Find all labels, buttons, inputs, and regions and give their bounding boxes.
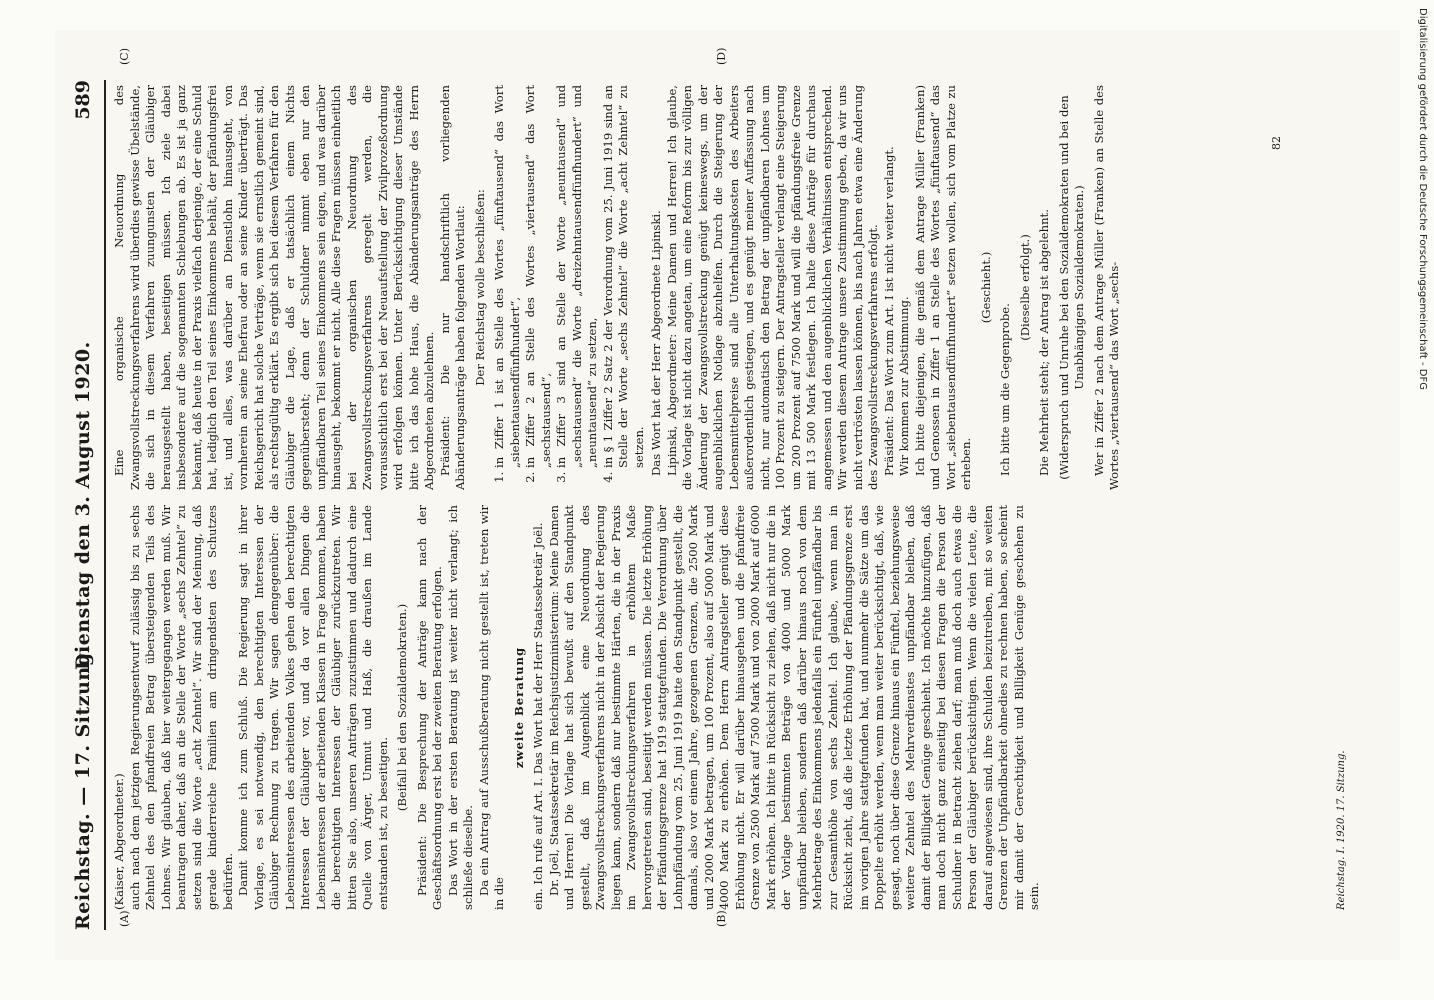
interjection: (Beifall bei den Sozialdemokraten.) xyxy=(395,603,409,812)
motion-list xyxy=(492,85,647,468)
paragraph: Dr. Joël, Staatssekretär im Reichsjustizministerium: Meine Damen und Herren! Die Vorlage hat sich bewußt auf den Standpunkt gestellt, daß im Augenblick eine Neuordnung des Zwangsvollstreckungsverfahrens nicht in der Absicht der Regierung liegen kann, sondern daß nur bestimmte Härten, die in der Praxis im Zwangsvollstreckungsverfahren in erhöhtem Maße hervorgetreten sind, beseitigt werden müssen. Die letzte Erhöhung der Pfändungsgrenze hat 1919 stattgefunden. Die Verordnung über Lohnpfändung vom 25. Juni 1919 hatte den Standpunkt gestellt, die damals, also vor einem Jahre, gezogenen Grenzen, die 2500 Mark und 2000 Mark betragen, um 100 Prozent, also auf 5000 Mark und 4000 Mark zu erhöhen. Dem Herrn Antragsteller genügt diese Erhöhung nicht. Er will darüber hinausgehen und die pfandfreie Grenze von 2500 Mark auf 7500 Mark und von 2000 Mark auf 6000 Mark erhöhen. Ich bitte in Rücksicht zu ziehen, daß nicht nur die in der Vorlage bestimmten Beträge von 4000 und 5000 Mark unpfändbar bleiben, sondern daß darüber hinaus noch von dem Mehrbetrage des Einkommens jedenfalls ein Fünftel unpfändbar bis zur Gesamthöhe von sechs Zehntel. Ich glaube, wenn man in Rücksicht zieht, daß die letzte Erhöhung der Pfändungsgrenze erst im vorigen Jahre stattgefunden hat, und nunmehr die Sätze um das Doppelte erhöht werden, wenn man weiter berücksichtigt, daß, wie gesagt, noch über diese Grenze hinaus ein Fünftel, beziehungsweise weitere Zehntel des Mehrverdienstes unpfändbar bleiben, daß damit der Billigkeit Genüge geschieht. Ich möchte hinzufügen, daß man doch nicht ganz einseitig bei diesen Fragen die Person der Schuldner in Betracht ziehen darf; man muß doch auch etwas die Person der Gläubiger berücksichtigen. Wenn die vielen Leute, die darauf angewiesen sind, ihre Schulden beizutreiben, mit so weiten Grenzen der Unpfändbarkeit ohnedies zu rechnen haben, so scheint mir damit der Gerechtigkeit und Billigkeit Genüge geschehen zu sein. xyxy=(546,505,1041,910)
paragraph: auch nach dem jetzigen Regierungsentwurf zulässig bis zu sechs Zehntel des den pfandfreien Betrag übersteigenden Teils des Lohnes. Wir glauben, daß hier weitergegangen werden muß. Wir beantragen daher, daß an die Stelle der Worte „sechs Zehntel“ zu setzen sind die Worte „acht Zehntel“. Wir sind der Meinung, daß gerade kinderreiche Familien am dringendsten des Schutzes bedürfen. xyxy=(127,505,235,910)
paragraph: Das Wort hat der Herr Abgeordnete Lipinski. xyxy=(649,210,663,476)
margin-letter-a: (A) xyxy=(118,910,131,927)
paragraph: ein. Ich rufe auf Art. I. Das Wort hat der Herr Staatssekretär Joël. xyxy=(531,522,545,910)
header-left: Reichstag. — 17. Sitzung. xyxy=(72,645,94,930)
interjection: (Dieselbe erfolgt.) xyxy=(1017,234,1032,341)
paragraph: Präsident: Die Besprechung der Anträge kann nach der Geschäftsordnung erst bei der zweiten Beratung erfolgen. xyxy=(414,505,444,910)
paragraph: Da ein Antrag auf Ausschußberatung nicht gestellt ist, treten wir in die xyxy=(476,505,506,910)
motion-intro: Der Reichstag wolle beschließen: xyxy=(472,189,487,386)
footer-signature: Reichstag. I. 1920. 17. Sitzung. xyxy=(1336,750,1347,910)
header-rule xyxy=(104,80,106,930)
paragraph: Ich bitte um die Gegenprobe. xyxy=(998,303,1012,476)
running-header xyxy=(68,80,104,930)
paragraph: Lipinski, Abgeordneter: Meine Damen und Herren! Ich glaube, die Vorlage ist nicht dazu angetan, um eine Reform bis zur völligen Änderung der Zwangsvollstreckung genügt keineswegs, um der augenblicklichen Notlage abzuhelfen. Durch die Steigerung der Lebensmittelpreise sind alle Unterhaltungskosten des Arbeiters außerordentlich gestiegen, und es genügt meiner Auffassung nach nicht, nur automatisch den Betrag der unpfändbaren Lohnes um 100 Prozent zu steigern. Der Antragsteller verlangt eine Steigerung um 200 Prozent auf 7500 Mark und will die pfändungsfreie Grenze mit 13 500 Mark festlegen. Ich halte diese Anträge für durchaus angemessen und den augenblicklichen Verhältnissen entsprechend. Wir werden diesem Antrage unsere Zustimmung geben, da wir uns nicht vertrösten lassen können, bis nach Jahren etwa eine Änderung des Zwangsvollstreckungsverfahrens erfolgt. xyxy=(664,85,880,490)
paragraph: Präsident: Die nur handschriftlich vorliegenden Abänderungsanträge haben folgenden Wortlaut: xyxy=(437,85,467,490)
margin-letter-b: (B) xyxy=(715,910,728,927)
margin-letter-d: (D) xyxy=(715,47,728,65)
motion-item: 4. in § 1 Ziffer 2 Satz 2 der Verordnung vom 25. Juni 1919 sind an Stelle der Worte „sechs Zehntel“ die Worte „acht Zehntel“ zu setzen. xyxy=(601,85,648,468)
speaker-note: (Kaiser, Abgeordneter.) xyxy=(112,773,126,910)
margin-letter-c: (C) xyxy=(118,48,131,65)
paragraph: Präsident: Das Wort zum Art. I ist nicht weiter verlangt. xyxy=(881,146,896,476)
motion-item: 1. in Ziffer 1 ist an Stelle des Wortes „fünftausend“ das Wort „siebentausendfünfhundert“, xyxy=(492,85,523,468)
page-signature: 82 xyxy=(1270,136,1283,150)
interjection: (Widerspruch und Unruhe bei den Sozialdemokraten und bei den Unabhängigen Sozialdemokraten.) xyxy=(1056,95,1086,480)
paragraph: Wer in Ziffer 2 nach dem Antrage Müller (Franken) an Stelle des Wortes „viertausend“ das Wort „sechs- xyxy=(1091,85,1121,490)
paragraph: Damit komme ich zum Schluß. Die Regierung sagt in ihrer Vorlage, es sei notwendig, den berechtigten Interessen der Gläubiger Rechnung zu tragen. Wir sagen demgegenüber: die Lebensinteressen des arbeitenden Volkes gehen den berechtigten Interessen der Gläubiger vor, und da vor allen Dingen die Lebensinteressen der arbeitenden Klassen in Frage kommen, haben die berechtigten Interessen der Gläubiger zurückzutreten. Wir bitten Sie also, unseren Anträgen zuzustimmen und dadurch eine Quelle von Ärger, Unmut und Haß, die draußen im Lande entstanden ist, zu beseitigen. xyxy=(236,505,390,910)
section-heading: zweite Beratung xyxy=(511,646,526,769)
left-column xyxy=(112,505,1332,910)
paragraph: Die Mehrheit steht; der Antrag ist abgelehnt. xyxy=(1037,209,1051,476)
paragraph: Eine organische Neuordnung des Zwangsvollstreckungsverfahrens wird überdies gewisse Übelstände, die sich in diesem Verfahren zuungunsten der Gläubiger herausgestellt haben, beseitigen müssen. Ich ziele dabei insbesondere auf die sogenannten Schiebungen ab. Es ist ja ganz bekannt, daß heute in der Praxis vielfach derjenige, der eine Schuld hat, lediglich den Teil seines Einkommens behält, der pfändungsfrei ist, und alles, was darüber an Dienstlohn hinausgeht, von vornherein an seine Ehefrau oder an seine Kinder überträgt. Das Reichsgericht hat solche Verträge, wenn sie ernstlich gemeint sind, als rechtsgültig erklärt. Es ergibt sich bei diesem Verfahren für den Gläubiger die Lage, daß er tatsächlich einem Nichts gegenübersteht; denn der Schuldner nimmt eben nur den unpfändbaren Teil seines Einkommens sein eigen, und was darüber hinausgeht, bekommt er nicht. Alle diese Fragen müssen einheitlich bei der organischen Neuordnung des Zwangsvollstreckungsverfahrens geregelt werden, die voraussichtlich erst bei der Neuaufstellung der Zivilprozeßordnung wird erfolgen können. Unter Berücksichtigung dieser Umstände bitte ich das hohe Haus, die Abänderungsanträge des Herrn Abgeordneten abzulehnen. xyxy=(112,85,436,490)
paragraph: Ich bitte diejenigen, die gemäß dem Antrage Müller (Franken) und Genossen in Ziffer 1 an Stelle des Wortes „fünftausend“ das Wort „siebentausendfünfhundert“ setzen wollen, sich vom Platze zu erheben. xyxy=(912,85,973,490)
credit-strip xyxy=(1412,8,1432,992)
header-page-number: 589 xyxy=(72,80,94,120)
right-column xyxy=(112,85,1332,490)
motion-item: 2. in Ziffer 2 an Stelle des Wortes „viertausend“ das Wort „sechstausend“, xyxy=(523,85,554,468)
header-date: Dienstag den 3. August 1920. xyxy=(72,341,94,670)
paragraph: Wir kommen zur Abstimmung. xyxy=(897,296,911,476)
paragraph: Das Wort in der ersten Beratung ist weiter nicht verlangt; ich schließe dieselbe. xyxy=(445,505,475,910)
motion-item: 3. in Ziffer 3 sind an Stelle der Worte „neuntausend“ und „sechstausend“ die Worte „dreizehntausendfünfhundert“ und „neuntausend“ zu setzen, xyxy=(554,85,601,468)
dfg-credit-line: Digitalisierung gefördert durch die Deutsche Forschungsgemeinschaft - DFG xyxy=(1417,8,1428,391)
interjection: (Geschieht.) xyxy=(978,251,993,324)
